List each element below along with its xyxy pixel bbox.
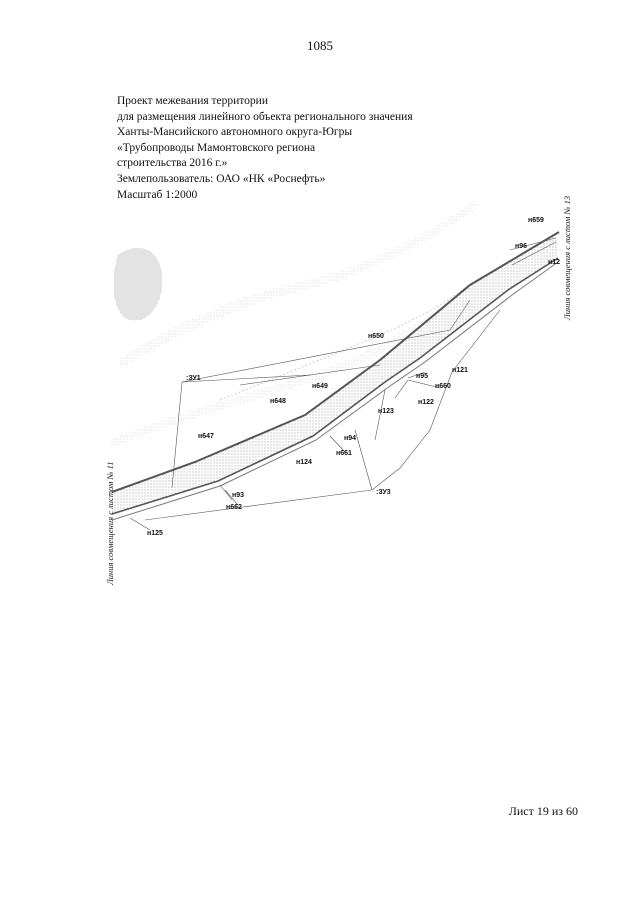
sheet-join-label-right: Линия совмещения с листом № 13 <box>562 195 572 320</box>
parcel-label: :ЗУ1 <box>186 375 201 382</box>
point-label: н121 <box>452 367 468 374</box>
header-line: Проект межевания территории <box>117 95 268 107</box>
point-label: н661 <box>336 450 352 457</box>
header-line: Ханты-Мансийского автономного округа-Югры <box>117 126 353 139</box>
point-label: н95 <box>416 373 429 380</box>
header-line: «Трубопроводы Мамонтовского региона <box>117 141 316 154</box>
parcel-label: :ЗУ3 <box>376 489 391 496</box>
point-label: н12 <box>548 259 561 266</box>
point-label: н650 <box>368 333 384 340</box>
sheet-join-label-left: Линия совмещения с листом № 11 <box>105 461 115 585</box>
point-label: н96 <box>515 243 528 250</box>
point-label: н647 <box>198 433 214 440</box>
header-line: строительства 2016 г.» <box>117 157 228 170</box>
point-label: н659 <box>528 217 544 224</box>
point-label: н660 <box>435 383 451 390</box>
point-label: н93 <box>232 492 245 499</box>
header-line: Землепользователь: ОАО «НК «Роснефть» <box>117 172 326 185</box>
page-number: 1085 <box>307 38 333 53</box>
point-label: н662 <box>226 504 242 511</box>
point-label: н125 <box>147 530 163 537</box>
point-label: н123 <box>378 408 394 415</box>
point-label: н649 <box>312 383 328 390</box>
point-label: н124 <box>296 459 312 466</box>
header-line: для размещения линейного объекта регионального значения <box>117 110 413 123</box>
sheet-number: Лист 19 из 60 <box>508 804 578 818</box>
scale-line: Масштаб 1:2000 <box>117 188 198 201</box>
point-label: н648 <box>270 398 286 405</box>
point-label: н122 <box>418 399 434 406</box>
point-label: н94 <box>344 435 357 442</box>
